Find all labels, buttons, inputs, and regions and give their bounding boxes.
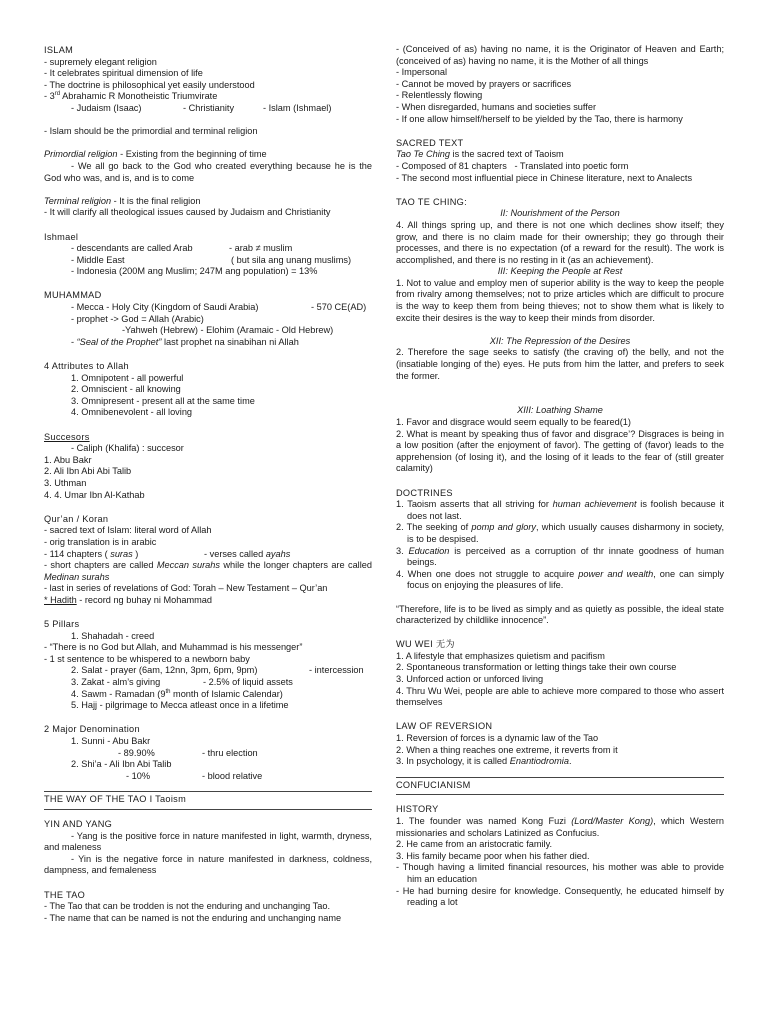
islam-line: - The doctrine is philosophical yet easily understood [44,79,255,90]
islam-heading: ISLAM [44,45,74,55]
attribute-item: 2. Omniscient - all knowing [71,384,181,395]
tao-line: - If one allow himself/herself to be yielded by the Tao, there is harmony [396,113,683,124]
attribute-item: 3. Omnipresent - present all at the same time [71,395,255,406]
attribute-item: 1. Omnipotent - all powerful [71,372,184,383]
chapter-text: 2. Therefore the sage seeks to satisfy (the craving of) the belly, and not the (insatiable longing of the) eyes. He puts from him the latter, and prefers to seek the former. [396,347,727,381]
wu-wei-item: 2. Spontaneous transformation or letting things take their own course [396,662,677,673]
quran-line: - short chapters are called Meccan surahs while the longer chapters are called Medinan surahs [44,560,375,582]
reversion-heading: LAW OF REVERSION [396,721,493,732]
history-item: 2. He came from an aristocratic family. [396,839,553,850]
primordial-definition: Primordial religion - Existing from the beginning of time [44,149,267,160]
trio-christianity: - Christianity [183,102,235,113]
quran-line: - sacred text of Islam: literal word of Allah [44,525,212,536]
pillar-item: 4. Sawm - Ramadan (9th month of Islamic Calendar) [71,688,283,699]
reversion-item: 1. Reversion of forces is a dynamic law of the Tao [396,733,599,744]
sacred-line: Tao Te Ching is the sacred text of Taoism [396,149,564,160]
the-tao-heading: THE TAO [44,889,86,900]
chapter-title: III: Keeping the People at Rest [497,266,623,277]
yang-text: - Yang is the positive force in nature manifested in light, warmth, dryness, and maleness [44,830,375,853]
quran-line: - 114 chapters ( suras ) - verses called ayahs [44,548,291,559]
history-item: 1. The founder was named Kong Fuzi (Lord/Master Kong), which Western missionaries and scholars Latinized as Confucius. [396,816,727,838]
doctrine-item: 3. Education is perceived as a corruption of thr innate goodness of human beings. [396,545,727,568]
ishmael-line: - Middle East ( but sila ang unang muslims) [71,254,352,265]
chapter-text: 1. Favor and disgrace would seem equally to be feared(1) [396,417,631,427]
abrahamic-trio [44,103,372,115]
pillar-item: 5. Hajj - pilgrimage to Mecca atleast once in a lifetime [71,700,289,711]
muhammad-heading: MUHAMMAD [44,290,102,301]
islam-line: - supremely elegant religion [44,56,157,67]
denomination-shia-detail: - 10% - blood relative [126,770,263,781]
tao-line: - When disregarded, humans and societies suffer [396,101,597,112]
doctrine-item: 2. The seeking of pomp and glory, which usually causes disharmony in society, is to be despised. [396,522,727,544]
ishmael-line: - Indonesia (200M ang Muslim; 247M ang population) = 13% [71,266,318,277]
chapter-text: 4. All things spring up, and there is not one which declines show itself; they grow, and there is no claim made for their ownership; they go through their processes, and there is no expectation (of a reward for the result). The work is accomplished, and there is no resting in it (as an achievement). [396,219,727,265]
quran-heading: Qur’an / Koran [44,513,109,524]
islam-triumvirate: - 3rd Abrahamic R Monotheistic Triumvirate [44,91,218,102]
attributes-heading: 4 Attributes to Allah [44,361,129,372]
sacred-line: - Composed of 81 chapters - Translated into poetic form [396,160,629,171]
successor-item: 4. 4. Umar Ibn Al-Kathab [44,489,145,500]
caliph-line: - Caliph (Khalifa) : succesor [71,443,184,454]
taoism-heading: THE WAY OF THE TAO I Taoism [44,794,187,805]
muhammad-line: - prophet -> God = Allah (Arabic) [71,313,204,324]
wu-wei-item: 1. A lifestyle that emphasizes quietism and pacifism [396,650,605,661]
tao-line: - (Conceived of as) having no name, it is the Originator of Heaven and Earth; (conceived of as) having no name, it is the Mother of all things [396,44,727,66]
shahadah-note: - 1 st sentence to be whispered to a newborn baby [44,653,250,664]
doctrines-heading: DOCTRINES [396,487,453,498]
pillar-item: 2. Salat - prayer (6am, 12nn, 3pm, 6pm, 9pm) - intercession [71,665,364,676]
successor-item: 1. Abu Bakr [44,454,92,465]
terminal-definition: Terminal religion - It is the final religion [44,195,201,206]
attribute-item: 4. Omnibenevolent - all loving [71,407,193,418]
doctrine-item: 4. When one does not struggle to acquire power and wealth, one can simply focus on enjoying the pleasures of life. [396,568,727,591]
history-heading: HISTORY [396,804,439,815]
successors-heading: Succesors [44,431,90,442]
chapter-title: II: Nourishment of the Person [500,208,620,219]
tao-line: - The Tao that can be trodden is not the enduring and unchanging Tao. [44,901,331,912]
tao-line: - The name that can be named is not the enduring and unchanging name [44,912,342,923]
section-divider [44,791,372,792]
pillar-item: 1. Shahadah - creed [71,630,155,641]
islam-primordial-terminal: - Islam should be the primordial and terminal religion [44,126,258,137]
successor-item: 3. Uthman [44,477,87,488]
trio-islam: - Islam (Ishmael) [263,102,332,113]
primordial-note: - We all go back to the God who created everything because he is the God who was, and is, and is to come [44,160,375,183]
section-divider [396,794,724,795]
reversion-item: 3. In psychology, it is called Enantiodromia. [396,756,572,767]
trio-judaism: - Judaism (Isaac) [71,102,142,113]
successor-item: 2. Ali Ibn Abi Abi Talib [44,466,132,477]
denomination-sunni-detail: - 89.90% - thru election [118,747,258,758]
right-column [396,44,727,909]
muhammad-line: - Mecca - Holy City (Kingdom of Saudi Arabia) - 570 CE(AD) [71,302,367,313]
tao-te-ching-heading: TAO TE CHING: [396,196,467,207]
doctrine-item: 1. Taoism asserts that all striving for human achievement is foolish because it does not last. [396,499,727,521]
yin-yang-heading: YIN AND YANG [44,819,113,829]
reversion-item: 2. When a thing reaches one extreme, it reverts from it [396,744,618,755]
chapter-title: XII: The Repression of the Desires [489,335,631,346]
ishmael-line: - descendants are called Arab - arab ≠ muslim [71,243,293,254]
tao-line: - Impersonal [396,67,448,78]
chapter-text: 1. Not to value and employ men of superior ability is the way to keep the people from rivalry among themselves; not to prize articles which are difficult to procure is the way to keep them from being thieves; not to show them what is likely to excite their desires is the way to keep their minds from disorder. [396,277,727,323]
left-column [44,44,375,924]
wu-wei-heading: WU WEI 无为 [396,639,455,650]
islam-line: - It celebrates spiritual dimension of life [44,68,203,79]
ishmael-heading: Ishmael [44,231,79,242]
confucianism-heading: CONFUCIANISM [396,779,471,790]
history-item: - He had burning desire for knowledge. Consequently, he educated himself by reading a lot [396,885,727,908]
pillars-heading: 5 Pillars [44,619,80,630]
quran-line: - last in series of revelations of God: Torah – New Testament – Qur’an [44,583,328,594]
shahadah-quote: - “There is no God but Allah, and Muhammad is his messenger” [44,642,303,653]
quran-line: - orig translation is in arabic [44,536,157,547]
wu-wei-item: 4. Thru Wu Wei, people are able to achieve more compared to those who assert themselves [396,685,727,708]
yin-text: - Yin is the negative force in nature manifested in darkness, coldness, dampness, and femaleness [44,853,375,876]
denomination-sunni: 1. Sunni - Abu Bakr [71,736,151,747]
section-divider [396,777,724,778]
history-item: - Though having a limited financial resources, his mother was able to provide him an education [396,862,727,884]
sacred-line: - The second most influential piece in Chinese literature, next to Analects [396,172,693,183]
doctrine-quote: “Therefore, life is to be lived as simply and as quietly as possible, the ideal state characterized by childlike innocence”. [396,603,727,626]
denomination-heading: 2 Major Denomination [44,724,140,735]
section-divider [44,809,372,810]
wu-wei-item: 3. Unforced action or unforced living [396,674,544,685]
chapter-text: 2. What is meant by speaking thus of favor and disgrace’? Disgraces is being in a low position (after the enjoyment of favor). The getting of (favor) leads to the apprehension (of losing it), and the losing of it leads to the fear of (still greater calamity) [396,428,727,474]
chapter-title: XIII: Loathing Shame [517,405,603,416]
hadith-line: * Hadith - record ng buhay ni Mohammad [44,594,213,605]
tao-line: - Relentlessly flowing [396,90,483,101]
muhammad-line: - “Seal of the Prophet” last prophet na sinabihan ni Allah [71,336,299,347]
sacred-text-heading: SACRED TEXT [396,137,464,148]
muhammad-line: -Yahweh (Hebrew) - Elohim (Aramaic - Old Hebrew) [122,325,334,336]
history-item: 3. His family became poor when his father died. [396,850,590,861]
tao-line: - Cannot be moved by prayers or sacrifices [396,78,572,89]
pillar-item: 3. Zakat - alm’s giving - 2.5% of liquid assets [71,677,293,688]
terminal-note: - It will clarify all theological issues caused by Judaism and Christianity [44,207,331,218]
denomination-shia: 2. Shi’a - Ali Ibn Abi Talib [71,759,172,770]
